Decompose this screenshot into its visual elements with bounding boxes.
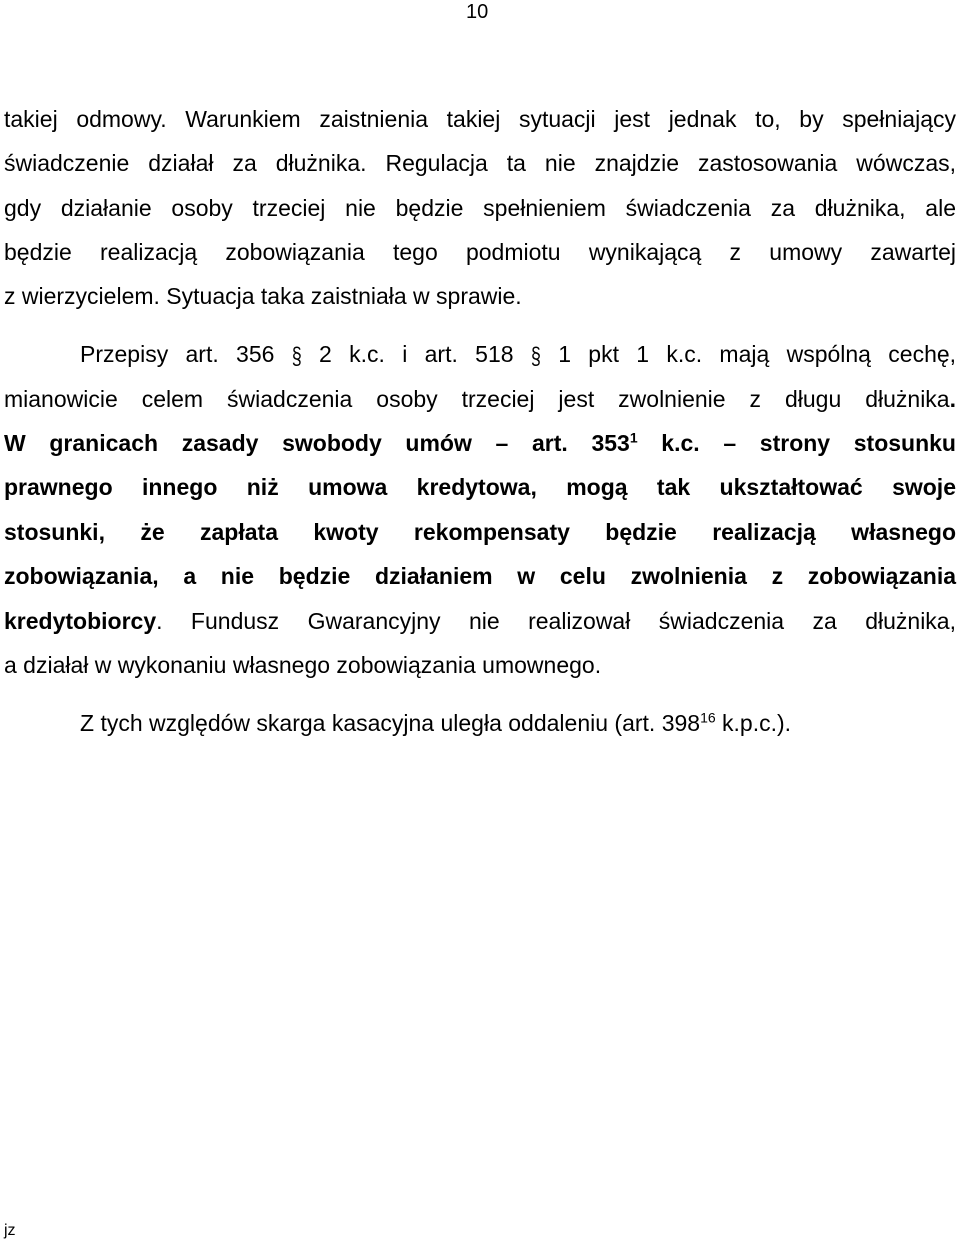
page-number: 10 [466, 1, 489, 23]
paragraph-2-line-7 [4, 606, 956, 636]
kredytobiorcy-bold: kredytobiorcy [4, 608, 157, 634]
paragraph-2-line-1-end: 1 pkt 1 k.c. mają wspólną cechę, [558, 341, 957, 367]
art-518-ref: 2 k.c. i art. 518 [319, 341, 514, 367]
paragraph-2-line-2-text: mianowicie celem świadczenia osoby trzeciej jest zwolnienie z długu dłużnika [4, 386, 950, 412]
paragraph-1-line-4: będzie realizacją zobowiązania tego podmiotu wynikającą z umowy zawartej [4, 239, 956, 265]
paragraph-2-line-5: stosunki, że zapłata kwoty rekompensaty będzie realizacją własnego [4, 519, 956, 545]
art-3531-ref: W granicach zasady swobody umów – art. 353 [4, 430, 630, 456]
paragraph-2-line-3 [4, 428, 956, 458]
paragraph-2-line-3-end: k.c. – strony stosunku [661, 430, 956, 456]
paragraph-1-line-3: gdy działanie osoby trzeciej nie będzie spełnieniem świadczenia za dłużnika, ale [4, 195, 956, 221]
paragraph-2-line-8: a działał w wykonaniu własnego zobowiązania umownego. [4, 652, 602, 678]
paragraph-2-line-2-period: . [949, 386, 956, 412]
paragraph-2-line-2 [4, 384, 956, 414]
paragraph-2-line-1 [80, 339, 956, 371]
paragraph-3-end: k.p.c.). [722, 710, 792, 736]
paragraph-3-text: Z tych względów skarga kasacyjna uległa oddaleniu (art. 398 [80, 710, 701, 736]
section-sign: § [291, 342, 302, 370]
paragraph-1-line-2: świadczenie działał za dłużnika. Regulacja ta nie znajdzie zastosowania wówczas, [4, 150, 956, 176]
footer-initials: jz [4, 1222, 16, 1239]
paragraph-3 [80, 708, 956, 738]
paragraph-1-line-1: takiej odmowy. Warunkiem zaistnienia takiej sytuacji jest jednak to, by spełniający [4, 106, 956, 132]
section-sign: § [530, 342, 541, 370]
superscript-16: 16 [700, 709, 716, 726]
paragraph-1-line-5: z wierzycielem. Sytuacja taka zaistniała w sprawie. [4, 283, 522, 309]
paragraph-2-line-4: prawnego innego niż umowa kredytowa, mogą tak ukształtować swoje [4, 474, 956, 500]
paragraph-2-line-7-rest: . Fundusz Gwarancyjny nie realizował świadczenia za dłużnika, [156, 608, 956, 634]
art-356-ref: Przepisy art. 356 [80, 341, 275, 367]
superscript-1: 1 [629, 429, 638, 446]
paragraph-2-line-6: zobowiązania, a nie będzie działaniem w celu zwolnienia z zobowiązania [4, 563, 956, 589]
